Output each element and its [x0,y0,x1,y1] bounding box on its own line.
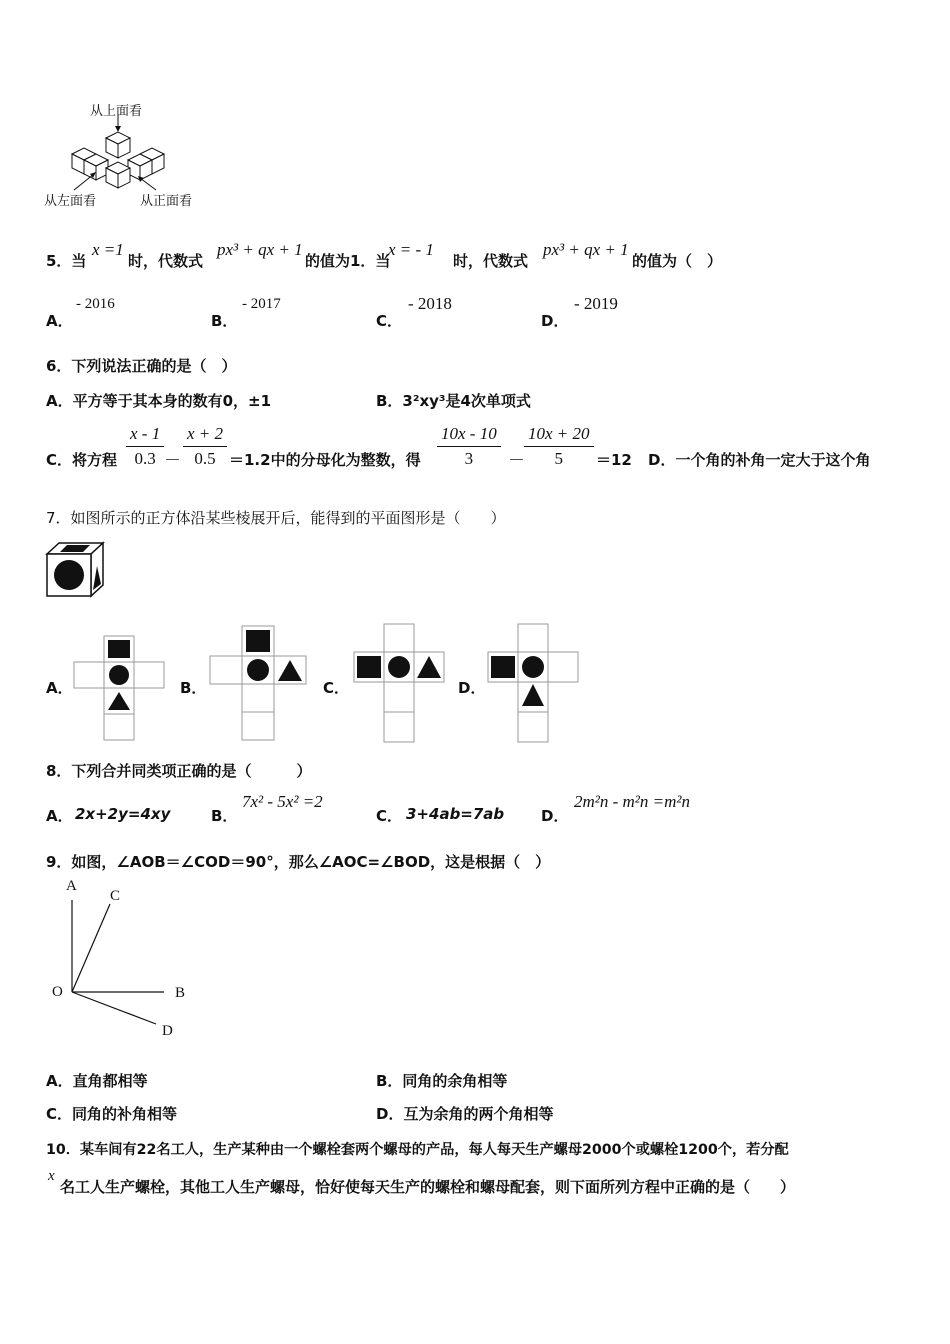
q9-point-d: D [162,1023,173,1039]
q6-fraction-4 [524,424,594,469]
q8-option-d-value: 2m²n - m²n =m²n [574,792,691,811]
q7-net-d[interactable] [488,624,578,742]
q6-fraction-4-numerator: 10x + 20 [524,424,594,447]
q8-option-b-label[interactable]: B． [211,807,238,825]
q6-fraction-3-denominator: 3 [464,449,474,468]
q7-option-c-label[interactable]: C． [323,679,350,697]
q8-option-c-label[interactable]: C． [376,807,403,825]
q7-option-d-label[interactable]: D． [458,679,486,697]
q8-option-d-label[interactable]: D． [541,807,569,825]
q5-option-c-label[interactable]: C． [376,312,403,330]
q9-option-b[interactable]: B．同角的余角相等 [376,1072,508,1090]
q6-minus-1: － [164,451,181,470]
q5-stem-5: 的值为（ ） [632,252,723,270]
q5-stem-2: 时，代数式 [128,252,204,270]
q6-fraction-1-denominator: 0.3 [134,449,156,468]
cube-stack-drawing [60,110,180,200]
q7-net-c[interactable] [354,624,444,742]
q5-condition-x2: x = - 1 [388,240,434,259]
q5-option-b-value: - 2017 [242,296,281,312]
q9-point-c: C [110,888,121,904]
label-from-left: 从左面看 [44,194,97,209]
q9-point-a: A [66,878,77,894]
q6-fraction-1-numerator: x - 1 [126,424,164,447]
q6-minus-2: － [508,451,525,470]
label-from-top: 从上面看 [90,104,143,119]
q8-option-a-label[interactable]: A． [46,807,73,825]
q6-stem: 6．下列说法正确的是（ ） [46,357,237,375]
q9-point-o: O [52,984,63,1000]
q7-net-a[interactable] [74,636,166,740]
q5-option-c-value: - 2018 [408,294,452,313]
q5-option-a-value: - 2016 [76,296,115,312]
q9-option-a[interactable]: A．直角都相等 [46,1072,148,1090]
q5-stem-1: 5．当 [46,252,87,270]
q10-line-1: 10．某车间有22名工人，生产某种由一个螺栓套两个螺母的产品，每人每天生产螺母2000个或螺栓1200个，若分配 [46,1142,789,1158]
q6-fraction-1 [126,424,164,469]
q5-option-a-label[interactable]: A． [46,312,73,330]
q6-option-a[interactable]: A．平方等于其本身的数有0，±1 [46,392,272,410]
q6-option-b[interactable]: B．3²xy³是4次单项式 [376,392,531,410]
q9-point-b: B [175,985,186,1001]
q9-stem: 9．如图，∠AOB＝∠COD＝90°，那么∠AOC=∠BOD，这是根据（ ） [46,853,551,871]
q7-option-a-label[interactable]: A． [46,679,73,697]
q5-option-b-label[interactable]: B． [211,312,238,330]
q9-option-d[interactable]: D．互为余角的两个角相等 [376,1105,554,1123]
q5-expression-1: px³ + qx + 1 [217,240,303,259]
q6-fraction-2-denominator: 0.5 [194,449,216,468]
q7-stem: 7．如图所示的正方体沿某些棱展开后，能得到的平面图形是（ ） [46,509,506,527]
label-from-front: 从正面看 [140,194,193,209]
q9-angle-figure [46,878,196,1043]
q6-option-c-end: ＝12 [596,451,632,469]
q9-option-c[interactable]: C．同角的补角相等 [46,1105,178,1123]
q7-cube-figure [46,542,106,598]
q5-option-d-value: - 2019 [574,294,618,313]
q8-option-a-value: 2x+2y=4xy [75,805,171,823]
q5-option-d-label[interactable]: D． [541,312,569,330]
q6-option-c-mid: ＝1.2中的分母化为整数，得 [229,451,421,469]
q5-stem-3: 的值为1．当 [305,252,391,270]
q10-variable-x: x [48,1168,55,1184]
q6-fraction-3-numerator: 10x - 10 [437,424,501,447]
q6-option-c-prefix[interactable]: C．将方程 [46,451,118,469]
q10-line-2: 名工人生产螺栓，其他工人生产螺母，恰好使每天生产的螺栓和螺母配套，则下面所列方程中正确的是（ ） [60,1178,796,1196]
q8-option-b-value: 7x² - 5x² =2 [242,792,323,811]
q6-fraction-3 [437,424,501,469]
q8-option-c-value: 3+4ab=7ab [406,805,505,823]
q6-fraction-4-denominator: 5 [554,449,564,468]
q6-fraction-2-numerator: x + 2 [183,424,227,447]
q7-option-b-label[interactable]: B． [180,679,207,697]
q7-net-b[interactable] [210,626,308,740]
q6-fraction-2 [183,424,227,469]
q5-expression-2: px³ + qx + 1 [543,240,629,259]
q5-condition-x1: x =1 [92,240,124,259]
q6-option-d[interactable]: D．一个角的补角一定大于这个角 [648,451,871,469]
q8-stem: 8．下列合并同类项正确的是（ ） [46,762,312,780]
q5-stem-4: 时，代数式 [453,252,529,270]
